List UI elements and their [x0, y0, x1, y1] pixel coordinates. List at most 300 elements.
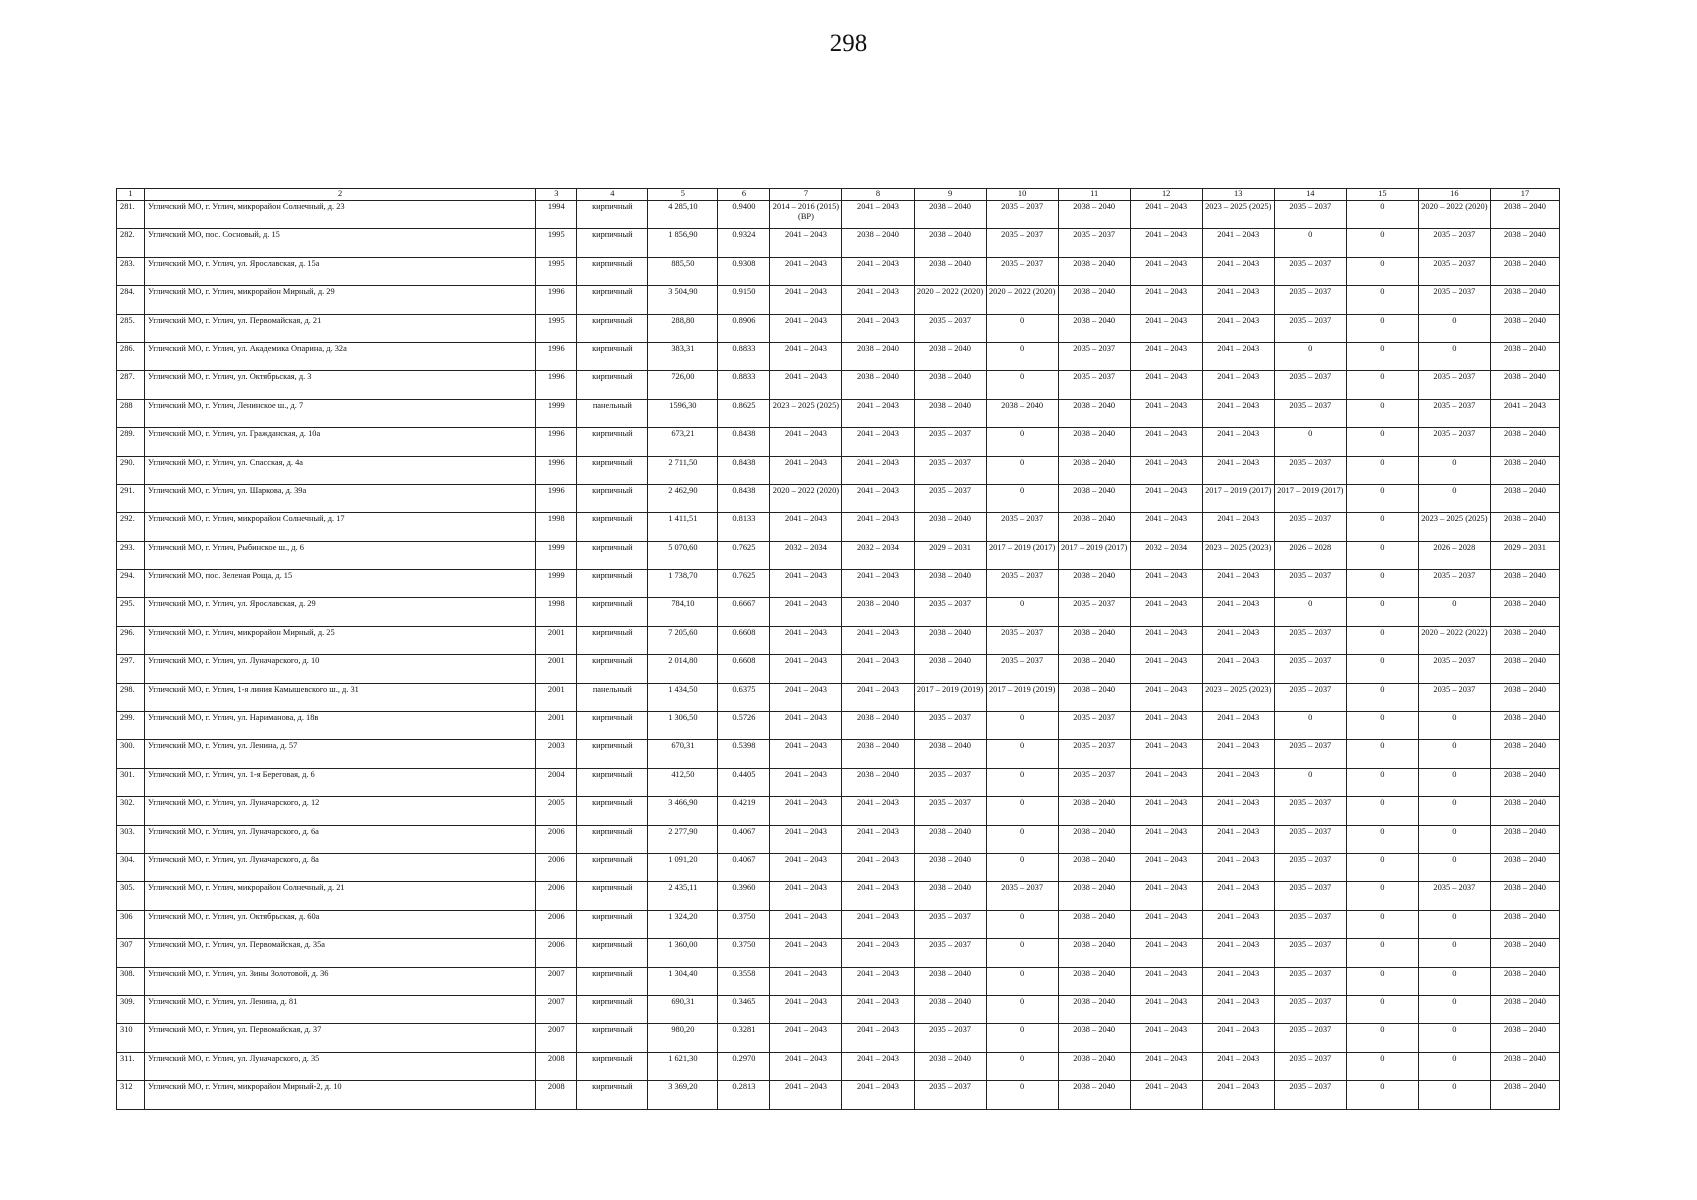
- table-cell-col-6: 0.6608: [718, 626, 770, 654]
- table-cell-col-8: 2041 – 2043: [842, 314, 914, 342]
- table-cell-col-11: 2035 – 2037: [1058, 740, 1130, 768]
- table-cell-col-2: Угличский МО, пос. Сосновый, д. 15: [145, 229, 536, 257]
- table-cell-col-12: 2041 – 2043: [1130, 1024, 1202, 1052]
- table-cell-col-13: 2041 – 2043: [1202, 626, 1274, 654]
- table-cell-col-4: кирпичный: [577, 201, 648, 229]
- column-header-15: 15: [1346, 189, 1418, 201]
- table-cell-col-8: 2041 – 2043: [842, 1081, 914, 1109]
- table-cell-col-6: 0.4067: [718, 825, 770, 853]
- table-cell-col-3: 2007: [536, 967, 577, 995]
- table-cell-col-1: 289.: [117, 428, 145, 456]
- table-cell-col-10: 2035 – 2037: [986, 570, 1058, 598]
- table-cell-col-13: 2023 – 2025 (2023): [1202, 683, 1274, 711]
- table-cell-col-6: 0.4067: [718, 853, 770, 881]
- table-cell-col-13: 2041 – 2043: [1202, 768, 1274, 796]
- table-cell-col-6: 0.4219: [718, 797, 770, 825]
- column-header-1: 1: [117, 189, 145, 201]
- table-cell-col-9: 2038 – 2040: [914, 371, 986, 399]
- table-cell-col-10: 0: [986, 967, 1058, 995]
- table-row: [117, 1052, 1560, 1080]
- table-cell-col-14: 2035 – 2037: [1274, 882, 1346, 910]
- table-cell-col-4: кирпичный: [577, 939, 648, 967]
- table-cell-col-1: 292.: [117, 513, 145, 541]
- table-cell-col-13: 2041 – 2043: [1202, 570, 1274, 598]
- table-cell-col-8: 2041 – 2043: [842, 428, 914, 456]
- table-cell-col-17: 2038 – 2040: [1490, 1052, 1559, 1080]
- table-cell-col-2: Угличский МО, г. Углич, ул. Академика Опарина, д. 32а: [145, 342, 536, 370]
- table-cell-col-4: кирпичный: [577, 768, 648, 796]
- table-cell-col-8: 2041 – 2043: [842, 910, 914, 938]
- table-cell-col-6: 0.8833: [718, 371, 770, 399]
- data-table: [116, 188, 1560, 1110]
- table-cell-col-3: 1996: [536, 286, 577, 314]
- table-cell-col-2: Угличский МО, г. Углич, ул. Луначарского, д. 8а: [145, 853, 536, 881]
- table-cell-col-10: 0: [986, 797, 1058, 825]
- table-cell-col-10: 2035 – 2037: [986, 655, 1058, 683]
- table-cell-col-16: 2020 – 2022 (2020): [1418, 201, 1490, 229]
- table-cell-col-8: 2038 – 2040: [842, 342, 914, 370]
- table-cell-col-5: 1596,30: [648, 399, 718, 427]
- table-cell-col-2: Угличский МО, пос. Зеленая Роща, д. 15: [145, 570, 536, 598]
- table-cell-col-13: 2041 – 2043: [1202, 342, 1274, 370]
- table-cell-col-13: 2041 – 2043: [1202, 456, 1274, 484]
- table-cell-col-3: 1998: [536, 598, 577, 626]
- table-cell-col-9: 2035 – 2037: [914, 797, 986, 825]
- table-cell-col-11: 2035 – 2037: [1058, 229, 1130, 257]
- table-cell-col-11: 2038 – 2040: [1058, 910, 1130, 938]
- table-cell-col-7: 2023 – 2025 (2025): [770, 399, 842, 427]
- table-cell-col-4: кирпичный: [577, 541, 648, 569]
- table-cell-col-14: 2035 – 2037: [1274, 314, 1346, 342]
- table-cell-col-6: 0.3960: [718, 882, 770, 910]
- table-cell-col-16: 2035 – 2037: [1418, 371, 1490, 399]
- table-cell-col-13: 2041 – 2043: [1202, 825, 1274, 853]
- table-row: [117, 995, 1560, 1023]
- table-cell-col-12: 2041 – 2043: [1130, 286, 1202, 314]
- table-cell-col-13: 2041 – 2043: [1202, 740, 1274, 768]
- table-cell-col-5: 2 435,11: [648, 882, 718, 910]
- table-cell-col-8: 2041 – 2043: [842, 882, 914, 910]
- table-row: [117, 1024, 1560, 1052]
- table-cell-col-7: 2020 – 2022 (2020): [770, 484, 842, 512]
- table-cell-col-10: 0: [986, 740, 1058, 768]
- table-cell-col-2: Угличский МО, г. Углич, ул. Октябрьская, д. 60а: [145, 910, 536, 938]
- table-cell-col-1: 298.: [117, 683, 145, 711]
- table-cell-col-12: 2041 – 2043: [1130, 484, 1202, 512]
- table-cell-col-15: 0: [1346, 456, 1418, 484]
- table-cell-col-3: 1996: [536, 371, 577, 399]
- table-cell-col-6: 0.7625: [718, 570, 770, 598]
- table-cell-col-11: 2038 – 2040: [1058, 456, 1130, 484]
- table-cell-col-9: 2038 – 2040: [914, 882, 986, 910]
- table-cell-col-12: 2041 – 2043: [1130, 712, 1202, 740]
- table-cell-col-2: Угличский МО, г. Углич, ул. Ярославская, д. 29: [145, 598, 536, 626]
- table-cell-col-4: кирпичный: [577, 1024, 648, 1052]
- table-cell-col-5: 1 324,20: [648, 910, 718, 938]
- table-cell-col-13: 2041 – 2043: [1202, 1024, 1274, 1052]
- table-cell-col-5: 4 285,10: [648, 201, 718, 229]
- table-cell-col-17: 2038 – 2040: [1490, 797, 1559, 825]
- table-cell-col-1: 295.: [117, 598, 145, 626]
- table-cell-col-1: 290.: [117, 456, 145, 484]
- table-cell-col-5: 1 411,51: [648, 513, 718, 541]
- column-header-3: 3: [536, 189, 577, 201]
- table-cell-col-14: 2035 – 2037: [1274, 910, 1346, 938]
- table-cell-col-2: Угличский МО, г. Углич, микрорайон Мирный, д. 29: [145, 286, 536, 314]
- table-cell-col-1: 310: [117, 1024, 145, 1052]
- table-cell-col-7: 2041 – 2043: [770, 371, 842, 399]
- table-cell-col-14: 2035 – 2037: [1274, 456, 1346, 484]
- table-cell-col-13: 2041 – 2043: [1202, 939, 1274, 967]
- table-cell-col-9: 2035 – 2037: [914, 712, 986, 740]
- table-cell-col-4: кирпичный: [577, 286, 648, 314]
- table-cell-col-9: 2038 – 2040: [914, 853, 986, 881]
- table-cell-col-10: 0: [986, 1024, 1058, 1052]
- table-cell-col-14: 2035 – 2037: [1274, 825, 1346, 853]
- table-cell-col-9: 2035 – 2037: [914, 314, 986, 342]
- table-cell-col-6: 0.2970: [718, 1052, 770, 1080]
- table-cell-col-3: 1999: [536, 399, 577, 427]
- table-cell-col-7: 2041 – 2043: [770, 683, 842, 711]
- table-cell-col-1: 294.: [117, 570, 145, 598]
- table-cell-col-16: 0: [1418, 740, 1490, 768]
- table-cell-col-13: 2041 – 2043: [1202, 712, 1274, 740]
- table-cell-col-9: 2038 – 2040: [914, 229, 986, 257]
- table-cell-col-1: 281.: [117, 201, 145, 229]
- table-cell-col-17: 2038 – 2040: [1490, 513, 1559, 541]
- table-cell-col-16: 0: [1418, 939, 1490, 967]
- table-cell-col-17: 2038 – 2040: [1490, 598, 1559, 626]
- table-cell-col-6: 0.3750: [718, 939, 770, 967]
- table-cell-col-8: 2041 – 2043: [842, 825, 914, 853]
- table-cell-col-13: 2041 – 2043: [1202, 399, 1274, 427]
- table-cell-col-1: 312: [117, 1081, 145, 1109]
- table-cell-col-3: 2005: [536, 797, 577, 825]
- table-cell-col-5: 1 360,00: [648, 939, 718, 967]
- table-cell-col-11: 2038 – 2040: [1058, 995, 1130, 1023]
- table-cell-col-6: 0.8625: [718, 399, 770, 427]
- column-header-2: 2: [145, 189, 536, 201]
- table-cell-col-11: 2035 – 2037: [1058, 598, 1130, 626]
- table-cell-col-3: 2008: [536, 1052, 577, 1080]
- table-cell-col-10: 0: [986, 712, 1058, 740]
- table-cell-col-2: Угличский МО, г. Углич, ул. Первомайская, д. 21: [145, 314, 536, 342]
- table-cell-col-14: 0: [1274, 598, 1346, 626]
- table-cell-col-5: 383,31: [648, 342, 718, 370]
- table-cell-col-16: 2035 – 2037: [1418, 882, 1490, 910]
- table-cell-col-9: 2020 – 2022 (2020): [914, 286, 986, 314]
- table-cell-col-16: 2020 – 2022 (2022): [1418, 626, 1490, 654]
- table-cell-col-8: 2041 – 2043: [842, 484, 914, 512]
- table-cell-col-12: 2041 – 2043: [1130, 853, 1202, 881]
- table-cell-col-10: 2017 – 2019 (2017): [986, 541, 1058, 569]
- column-header-14: 14: [1274, 189, 1346, 201]
- table-cell-col-10: 2020 – 2022 (2020): [986, 286, 1058, 314]
- table-cell-col-15: 0: [1346, 257, 1418, 285]
- table-cell-col-16: 0: [1418, 484, 1490, 512]
- table-cell-col-6: 0.3558: [718, 967, 770, 995]
- table-cell-col-12: 2032 – 2034: [1130, 541, 1202, 569]
- table-cell-col-14: 2035 – 2037: [1274, 286, 1346, 314]
- table-cell-col-14: 0: [1274, 768, 1346, 796]
- table-cell-col-7: 2041 – 2043: [770, 314, 842, 342]
- table-cell-col-8: 2041 – 2043: [842, 939, 914, 967]
- table-cell-col-7: 2041 – 2043: [770, 882, 842, 910]
- table-cell-col-11: 2038 – 2040: [1058, 513, 1130, 541]
- table-cell-col-3: 2006: [536, 853, 577, 881]
- table-cell-col-16: 0: [1418, 456, 1490, 484]
- table-cell-col-8: 2038 – 2040: [842, 229, 914, 257]
- table-row: [117, 626, 1560, 654]
- table-cell-col-4: панельный: [577, 683, 648, 711]
- table-cell-col-5: 1 856,90: [648, 229, 718, 257]
- table-cell-col-15: 0: [1346, 201, 1418, 229]
- table-cell-col-3: 1996: [536, 428, 577, 456]
- table-cell-col-11: 2038 – 2040: [1058, 1052, 1130, 1080]
- table-cell-col-1: 296.: [117, 626, 145, 654]
- table-cell-col-11: 2038 – 2040: [1058, 655, 1130, 683]
- table-cell-col-13: 2041 – 2043: [1202, 910, 1274, 938]
- table-cell-col-1: 311.: [117, 1052, 145, 1080]
- table-cell-col-4: панельный: [577, 399, 648, 427]
- table-cell-col-14: 2035 – 2037: [1274, 371, 1346, 399]
- table-cell-col-1: 306: [117, 910, 145, 938]
- table-cell-col-4: кирпичный: [577, 995, 648, 1023]
- table-row: [117, 456, 1560, 484]
- table-cell-col-6: 0.6608: [718, 655, 770, 683]
- table-cell-col-12: 2041 – 2043: [1130, 882, 1202, 910]
- table-cell-col-4: кирпичный: [577, 853, 648, 881]
- table-cell-col-2: Угличский МО, г. Углич, Рыбинское ш., д. 6: [145, 541, 536, 569]
- table-cell-col-12: 2041 – 2043: [1130, 797, 1202, 825]
- table-cell-col-7: 2041 – 2043: [770, 967, 842, 995]
- table-cell-col-12: 2041 – 2043: [1130, 598, 1202, 626]
- table-cell-col-15: 0: [1346, 626, 1418, 654]
- table-cell-col-17: 2038 – 2040: [1490, 257, 1559, 285]
- table-cell-col-9: 2038 – 2040: [914, 655, 986, 683]
- table-row: [117, 399, 1560, 427]
- table-cell-col-6: 0.3750: [718, 910, 770, 938]
- table-cell-col-6: 0.9400: [718, 201, 770, 229]
- table-cell-col-9: 2038 – 2040: [914, 513, 986, 541]
- table-cell-col-10: 2035 – 2037: [986, 229, 1058, 257]
- table-cell-col-16: 0: [1418, 910, 1490, 938]
- table-cell-col-4: кирпичный: [577, 882, 648, 910]
- table-cell-col-9: 2035 – 2037: [914, 768, 986, 796]
- table-cell-col-2: Угличский МО, г. Углич, ул. Ярославская, д. 15а: [145, 257, 536, 285]
- table-cell-col-11: 2035 – 2037: [1058, 712, 1130, 740]
- table-cell-col-4: кирпичный: [577, 1052, 648, 1080]
- table-cell-col-7: 2041 – 2043: [770, 456, 842, 484]
- table-cell-col-17: 2038 – 2040: [1490, 683, 1559, 711]
- table-cell-col-5: 1 306,50: [648, 712, 718, 740]
- table-cell-col-12: 2041 – 2043: [1130, 910, 1202, 938]
- table-cell-col-3: 1998: [536, 513, 577, 541]
- table-cell-col-3: 2001: [536, 626, 577, 654]
- table-cell-col-14: 2035 – 2037: [1274, 257, 1346, 285]
- table-cell-col-2: Угличский МО, г. Углич, микрорайон Солнечный, д. 23: [145, 201, 536, 229]
- table-cell-col-6: 0.2813: [718, 1081, 770, 1109]
- table-cell-col-9: 2038 – 2040: [914, 740, 986, 768]
- table-cell-col-13: 2041 – 2043: [1202, 882, 1274, 910]
- table-cell-col-12: 2041 – 2043: [1130, 995, 1202, 1023]
- table-row: [117, 201, 1560, 229]
- table-cell-col-8: 2041 – 2043: [842, 853, 914, 881]
- table-cell-col-7: 2041 – 2043: [770, 939, 842, 967]
- table-cell-col-5: 2 711,50: [648, 456, 718, 484]
- table-cell-col-9: 2038 – 2040: [914, 967, 986, 995]
- table-cell-col-9: 2035 – 2037: [914, 456, 986, 484]
- table-cell-col-2: Угличский МО, г. Углич, ул. Октябрьская, д. 3: [145, 371, 536, 399]
- table-cell-col-4: кирпичный: [577, 456, 648, 484]
- table-cell-col-8: 2038 – 2040: [842, 768, 914, 796]
- table-cell-col-17: 2038 – 2040: [1490, 1024, 1559, 1052]
- table-cell-col-11: 2035 – 2037: [1058, 371, 1130, 399]
- table-cell-col-17: 2038 – 2040: [1490, 626, 1559, 654]
- table-cell-col-9: 2038 – 2040: [914, 342, 986, 370]
- table-cell-col-5: 412,50: [648, 768, 718, 796]
- table-cell-col-17: 2038 – 2040: [1490, 201, 1559, 229]
- table-cell-col-1: 308.: [117, 967, 145, 995]
- table-cell-col-10: 2035 – 2037: [986, 626, 1058, 654]
- table-cell-col-3: 2003: [536, 740, 577, 768]
- table-cell-col-16: 2035 – 2037: [1418, 399, 1490, 427]
- table-cell-col-12: 2041 – 2043: [1130, 342, 1202, 370]
- table-cell-col-7: 2041 – 2043: [770, 570, 842, 598]
- table-cell-col-13: 2041 – 2043: [1202, 371, 1274, 399]
- table-cell-col-7: 2032 – 2034: [770, 541, 842, 569]
- table-cell-col-11: 2038 – 2040: [1058, 939, 1130, 967]
- table-cell-col-2: Угличский МО, г. Углич, ул. Зины Золотовой, д. 36: [145, 967, 536, 995]
- table-cell-col-10: 2035 – 2037: [986, 882, 1058, 910]
- table-cell-col-16: 2026 – 2028: [1418, 541, 1490, 569]
- table-cell-col-13: 2041 – 2043: [1202, 598, 1274, 626]
- table-cell-col-15: 0: [1346, 882, 1418, 910]
- table-cell-col-10: 0: [986, 910, 1058, 938]
- table-cell-col-16: 2035 – 2037: [1418, 257, 1490, 285]
- table-cell-col-4: кирпичный: [577, 428, 648, 456]
- table-cell-col-15: 0: [1346, 825, 1418, 853]
- table-cell-col-15: 0: [1346, 428, 1418, 456]
- table-cell-col-14: 2035 – 2037: [1274, 740, 1346, 768]
- table-cell-col-2: Угличский МО, г. Углич, ул. Луначарского, д. 12: [145, 797, 536, 825]
- table-cell-col-5: 673,21: [648, 428, 718, 456]
- table-cell-col-16: 2035 – 2037: [1418, 683, 1490, 711]
- table-cell-col-3: 1994: [536, 201, 577, 229]
- table-cell-col-17: 2038 – 2040: [1490, 428, 1559, 456]
- table-cell-col-8: 2041 – 2043: [842, 626, 914, 654]
- table-cell-col-8: 2041 – 2043: [842, 683, 914, 711]
- table-cell-col-7: 2014 – 2016 (2015) (ВР): [770, 201, 842, 229]
- table-cell-col-4: кирпичный: [577, 967, 648, 995]
- table-cell-col-3: 2006: [536, 882, 577, 910]
- table-cell-col-13: 2041 – 2043: [1202, 655, 1274, 683]
- column-header-5: 5: [648, 189, 718, 201]
- table-cell-col-7: 2041 – 2043: [770, 229, 842, 257]
- table-cell-col-5: 3 369,20: [648, 1081, 718, 1109]
- table-cell-col-17: 2029 – 2031: [1490, 541, 1559, 569]
- table-cell-col-11: 2038 – 2040: [1058, 683, 1130, 711]
- table-cell-col-11: 2035 – 2037: [1058, 768, 1130, 796]
- table-cell-col-5: 3 466,90: [648, 797, 718, 825]
- table-cell-col-10: 0: [986, 484, 1058, 512]
- table-row: [117, 598, 1560, 626]
- table-cell-col-17: 2038 – 2040: [1490, 229, 1559, 257]
- table-cell-col-14: 0: [1274, 428, 1346, 456]
- header-row: [117, 189, 1560, 201]
- table-cell-col-1: 309.: [117, 995, 145, 1023]
- table-cell-col-5: 885,50: [648, 257, 718, 285]
- table-cell-col-5: 1 738,70: [648, 570, 718, 598]
- table-row: [117, 740, 1560, 768]
- table-cell-col-12: 2041 – 2043: [1130, 456, 1202, 484]
- table-cell-col-2: Угличский МО, г. Углич, микрорайон Мирный, д. 25: [145, 626, 536, 654]
- table-cell-col-9: 2038 – 2040: [914, 570, 986, 598]
- table-cell-col-9: 2038 – 2040: [914, 825, 986, 853]
- table-cell-col-14: 2035 – 2037: [1274, 399, 1346, 427]
- table-cell-col-13: 2041 – 2043: [1202, 428, 1274, 456]
- table-cell-col-17: 2038 – 2040: [1490, 910, 1559, 938]
- table-cell-col-14: 2017 – 2019 (2017): [1274, 484, 1346, 512]
- table-cell-col-13: 2023 – 2025 (2025): [1202, 201, 1274, 229]
- table-row: [117, 825, 1560, 853]
- table-cell-col-11: 2038 – 2040: [1058, 967, 1130, 995]
- table-cell-col-13: 2041 – 2043: [1202, 229, 1274, 257]
- table-cell-col-9: 2038 – 2040: [914, 626, 986, 654]
- table-cell-col-7: 2041 – 2043: [770, 825, 842, 853]
- table-cell-col-16: 0: [1418, 1081, 1490, 1109]
- table-cell-col-17: 2038 – 2040: [1490, 939, 1559, 967]
- table-cell-col-12: 2041 – 2043: [1130, 740, 1202, 768]
- table-cell-col-7: 2041 – 2043: [770, 797, 842, 825]
- table-cell-col-12: 2041 – 2043: [1130, 967, 1202, 995]
- table-cell-col-10: 0: [986, 995, 1058, 1023]
- table-cell-col-3: 1999: [536, 541, 577, 569]
- table-cell-col-3: 2001: [536, 712, 577, 740]
- table-cell-col-7: 2041 – 2043: [770, 257, 842, 285]
- table-cell-col-17: 2038 – 2040: [1490, 853, 1559, 881]
- table-cell-col-2: Угличский МО, г. Углич, микрорайон Солнечный, д. 17: [145, 513, 536, 541]
- table-cell-col-2: Угличский МО, г. Углич, микрорайон Солнечный, д. 21: [145, 882, 536, 910]
- table-cell-col-4: кирпичный: [577, 1081, 648, 1109]
- table-cell-col-16: 0: [1418, 853, 1490, 881]
- table-cell-col-3: 1996: [536, 456, 577, 484]
- table-cell-col-13: 2041 – 2043: [1202, 314, 1274, 342]
- table-cell-col-8: 2041 – 2043: [842, 456, 914, 484]
- table-cell-col-17: 2038 – 2040: [1490, 740, 1559, 768]
- table-row: [117, 342, 1560, 370]
- table-cell-col-13: 2041 – 2043: [1202, 995, 1274, 1023]
- table-cell-col-9: 2035 – 2037: [914, 939, 986, 967]
- table-row: [117, 939, 1560, 967]
- table-cell-col-16: 0: [1418, 1024, 1490, 1052]
- table-cell-col-17: 2038 – 2040: [1490, 484, 1559, 512]
- table-row: [117, 229, 1560, 257]
- table-row: [117, 286, 1560, 314]
- table-cell-col-10: 0: [986, 342, 1058, 370]
- table-cell-col-9: 2017 – 2019 (2019): [914, 683, 986, 711]
- page-number: 298: [829, 30, 868, 57]
- column-header-17: 17: [1490, 189, 1559, 201]
- table-cell-col-10: 0: [986, 371, 1058, 399]
- table-cell-col-6: 0.6667: [718, 598, 770, 626]
- table-cell-col-7: 2041 – 2043: [770, 342, 842, 370]
- table-cell-col-9: 2035 – 2037: [914, 484, 986, 512]
- table-cell-col-10: 0: [986, 825, 1058, 853]
- table-cell-col-1: 283.: [117, 257, 145, 285]
- table-cell-col-12: 2041 – 2043: [1130, 513, 1202, 541]
- column-header-10: 10: [986, 189, 1058, 201]
